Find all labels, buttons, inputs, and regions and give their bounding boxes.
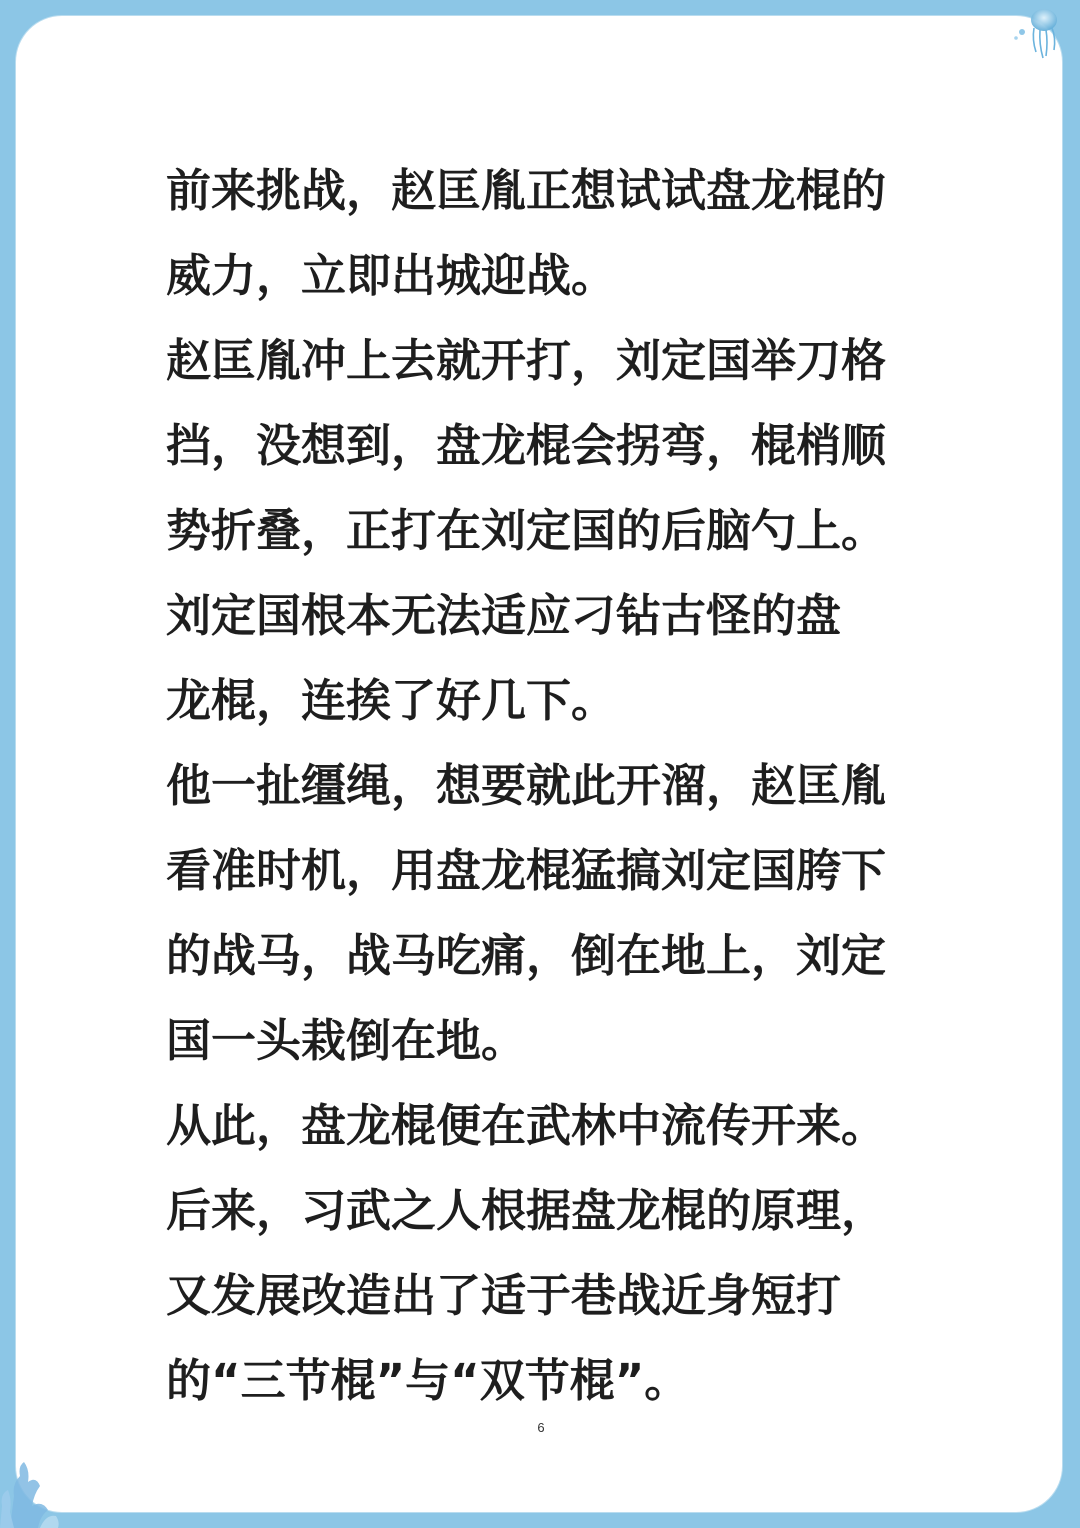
text-line: 国一头栽倒在地。 (166, 1014, 527, 1067)
text-line: 的“三节棍”与“双节棍”。 (166, 1354, 690, 1407)
text-line: 从此，盘龙棍便在武林中流传开来。 (166, 1099, 887, 1152)
jellyfish-icon (1010, 2, 1070, 64)
text-line: 刘定国根本无法适应刁钻古怪的盘 (166, 589, 842, 642)
coral-icon (0, 1436, 80, 1528)
text-line: 看准时机，用盘龙棍猛搞刘定国胯下 (166, 844, 887, 897)
text-line: 挡，没想到，盘龙棍会拐弯，棍梢顺 (166, 419, 887, 472)
text-line: 的战马，战马吃痛，倒在地上，刘定 (166, 929, 887, 982)
text-line: 又发展改造出了适于巷战近身短打 (166, 1269, 842, 1322)
text-line: 龙棍，连挨了好几下。 (166, 674, 617, 727)
text-line: 后来，习武之人根据盘龙棍的原理， (166, 1184, 887, 1237)
text-line: 前来挑战，赵匡胤正想试试盘龙棍的 (166, 164, 887, 217)
body-text (166, 148, 936, 1423)
document-page (16, 16, 1062, 1512)
page-number: 6 (537, 1420, 545, 1435)
text-line: 势折叠，正打在刘定国的后脑勺上。 (166, 504, 887, 557)
text-line: 他一扯缰绳，想要就此开溜，赵匡胤 (166, 759, 887, 812)
text-line: 赵匡胤冲上去就开打，刘定国举刀格 (166, 334, 887, 387)
text-line: 威力，立即出城迎战。 (166, 249, 617, 302)
